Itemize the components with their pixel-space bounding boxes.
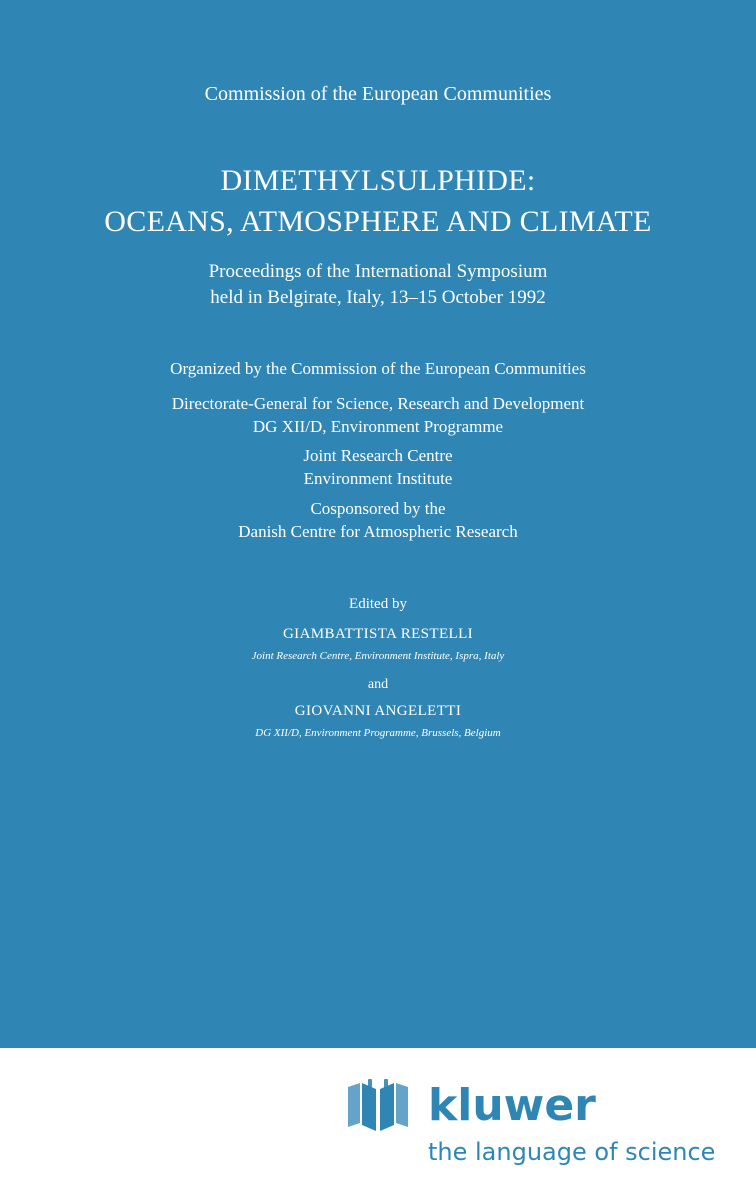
publisher-wordmark: kluwer xyxy=(428,1080,596,1131)
editor-name: GIOVANNI ANGELETTI xyxy=(294,703,462,719)
proceedings-line-1: Proceedings of the International Symposium xyxy=(208,261,548,282)
organizer-line: Directorate-General for Science, Research and Development xyxy=(171,394,585,413)
organizer-line: Environment Institute xyxy=(303,469,453,488)
organizer-line: Joint Research Centre xyxy=(303,446,453,465)
publisher-logo-band xyxy=(0,1048,756,1200)
edited-by-label: Edited by xyxy=(349,596,407,612)
organizer-line: Cosponsored by the xyxy=(310,499,446,518)
organizer-line: Organized by the Commission of the European Communities xyxy=(170,359,586,378)
publisher-tagline: the language of science xyxy=(428,1138,716,1166)
and-conjunction: and xyxy=(367,677,389,692)
editor-name: GIAMBATTISTA RESTELLI xyxy=(282,626,474,642)
proceedings-line-2: held in Belgirate, Italy, 13–15 October 1992 xyxy=(210,287,546,308)
book-title-line-1: DIMETHYLSULPHIDE: xyxy=(220,164,536,197)
organizer-line: Danish Centre for Atmospheric Research xyxy=(238,522,518,541)
book-title-line-2: OCEANS, ATMOSPHERE AND CLIMATE xyxy=(104,205,652,238)
editor-affiliation: Joint Research Centre, Environment Institute, Ispra, Italy xyxy=(251,650,505,662)
editor-affiliation: DG XII/D, Environment Programme, Brussels, Belgium xyxy=(255,727,501,739)
kluwer-book-icon xyxy=(346,1079,416,1135)
publisher-line: Commission of the European Communities xyxy=(204,83,552,105)
organizer-line: DG XII/D, Environment Programme xyxy=(252,417,504,436)
